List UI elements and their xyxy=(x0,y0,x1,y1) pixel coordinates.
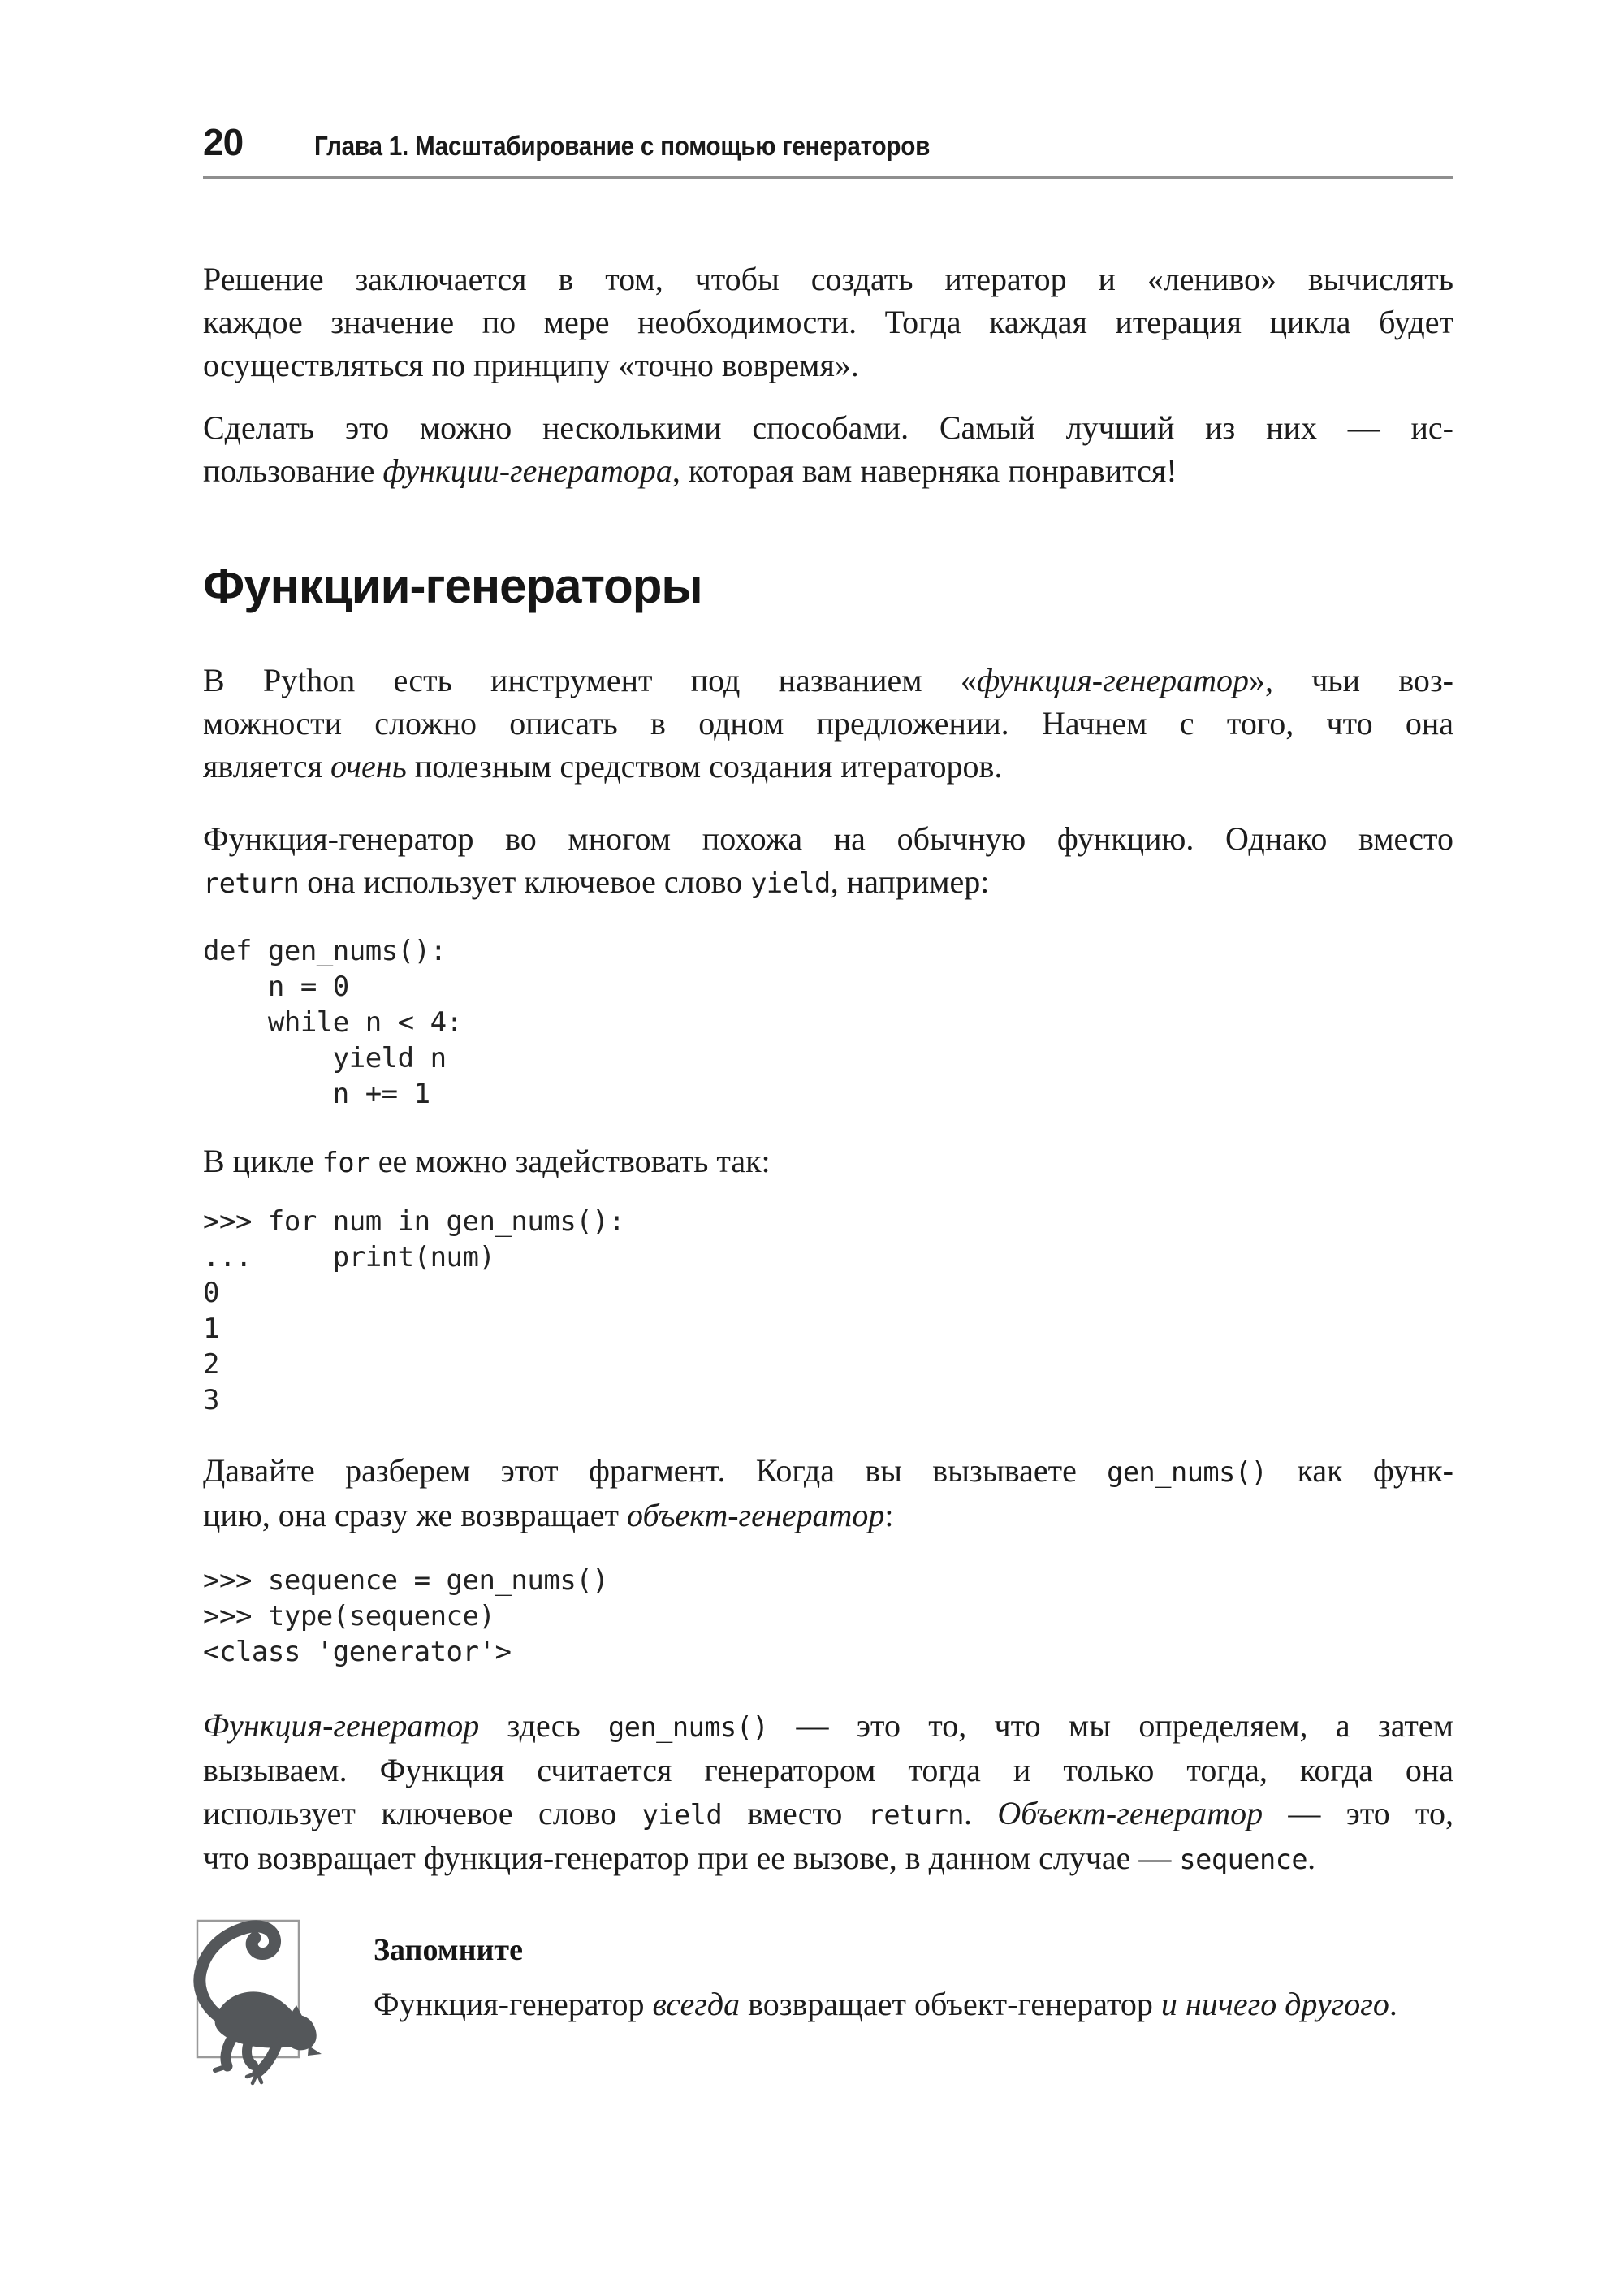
note-text: Функция-генератор всегда возвращает объект-генератор и ничего другого. xyxy=(374,1986,1397,2022)
section-heading: Функции-генераторы xyxy=(203,559,702,613)
paragraph-ways: Сделать это можно несколькими способами. Самый лучший из них — ис- пользование функции-генератора, которая вам наверняка понравится! xyxy=(203,409,1453,489)
paragraph-definition: Функция-генератор здесь gen_nums() — это то, что мы определяем, а затем вызываем. Функция считается генератором тогда и только тогда, когда она использует ключевое слово yield вместо return. Объект-генератор — это то, что возвращает функция-генератор при ее вызове, в данном случае — sequence. xyxy=(203,1707,1454,1876)
code-block-for-loop: >>> for num in gen_nums(): ... print(num) 0 1 2 3 xyxy=(203,1205,625,1416)
lemur-icon xyxy=(177,1887,331,2090)
note-title: Запомните xyxy=(374,1933,523,1967)
paragraph-python-tool: В Python есть инструмент под названием «функция-генератор», чьи воз- можности сложно описать в одном предложении. Начнем с того, что она является очень полезным средством создания итераторов. xyxy=(203,662,1453,785)
paragraph-for-loop: В цикле for ее можно задействовать так: xyxy=(203,1143,771,1179)
paragraph-fragment: Давайте разберем этот фрагмент. Когда вы вызываете gen_nums() как функ- цию, она сразу же возвращает объект-генератор: xyxy=(203,1452,1453,1533)
code-block-type-check: >>> sequence = gen_nums() >>> type(sequence) <class 'generator'> xyxy=(203,1564,609,1668)
note-content xyxy=(374,1887,1453,2026)
note-box xyxy=(203,1887,1453,2090)
code-block-gen-nums-def: def gen_nums(): n = 0 while n < 4: yield n n += 1 xyxy=(203,935,463,1110)
paragraph-generator-function: Функция-генератор во многом похожа на обычную функцию. Однако вместо return она использует ключевое слово yield, например: xyxy=(203,820,1453,900)
paragraph-solution: Решение заключается в том, чтобы создать итератор и «лениво» вычислять каждое значение по мере необходимости. Тогда каждая итерация цикла будет осуществляться по принципу «точно вовремя». xyxy=(203,261,1453,383)
header-rule xyxy=(203,176,1453,179)
lemur-illustration xyxy=(177,1887,331,2090)
page-number: 20 xyxy=(203,121,244,163)
running-head xyxy=(203,0,1453,166)
chapter-title: Глава 1. Масштабирование с помощью генераторов xyxy=(314,131,931,161)
